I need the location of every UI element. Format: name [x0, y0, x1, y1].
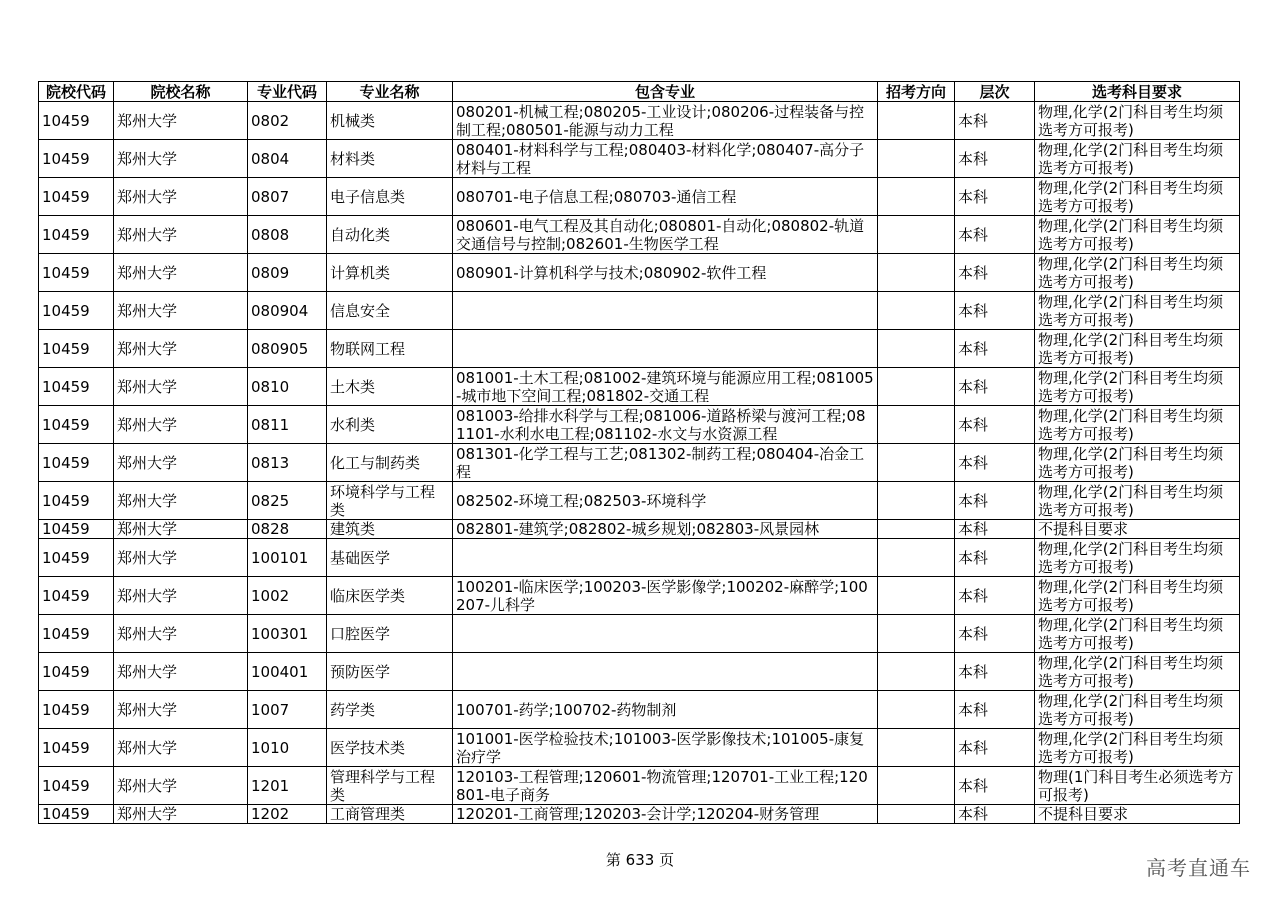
includes-cell: 120103-工程管理;120601-物流管理;120701-工业工程;120801-电子商务 — [453, 767, 878, 805]
col-header-requirement: 选考科目要求 — [1035, 82, 1240, 102]
direction-cell — [878, 406, 955, 444]
level-cell: 本科 — [955, 577, 1035, 615]
direction-cell — [878, 520, 955, 539]
includes-cell — [453, 330, 878, 368]
major-name-cell: 水利类 — [327, 406, 453, 444]
major-name-cell: 机械类 — [327, 102, 453, 140]
watermark: 高考直通车 — [1146, 856, 1251, 880]
level-cell: 本科 — [955, 254, 1035, 292]
level-cell: 本科 — [955, 292, 1035, 330]
school-name-cell: 郑州大学 — [114, 729, 248, 767]
major-name-cell: 信息安全 — [327, 292, 453, 330]
major-name-cell: 口腔医学 — [327, 615, 453, 653]
table-row — [39, 254, 1240, 292]
requirement-cell: 物理,化学(2门科目考生均须选考方可报考) — [1035, 406, 1240, 444]
major-code-cell: 100101 — [248, 539, 327, 577]
school-code-cell: 10459 — [39, 615, 114, 653]
requirement-cell: 物理,化学(2门科目考生均须选考方可报考) — [1035, 539, 1240, 577]
school-name-cell: 郑州大学 — [114, 102, 248, 140]
requirement-cell: 物理,化学(2门科目考生均须选考方可报考) — [1035, 178, 1240, 216]
major-name-cell: 建筑类 — [327, 520, 453, 539]
school-name-cell: 郑州大学 — [114, 805, 248, 824]
major-name-cell: 材料类 — [327, 140, 453, 178]
major-code-cell: 100401 — [248, 653, 327, 691]
major-name-cell: 医学技术类 — [327, 729, 453, 767]
major-code-cell: 1201 — [248, 767, 327, 805]
direction-cell — [878, 691, 955, 729]
page-number: 第 633 页 — [605, 851, 675, 869]
major-code-cell: 080905 — [248, 330, 327, 368]
requirement-cell: 物理,化学(2门科目考生均须选考方可报考) — [1035, 482, 1240, 520]
major-name-cell: 化工与制药类 — [327, 444, 453, 482]
level-cell: 本科 — [955, 330, 1035, 368]
school-code-cell: 10459 — [39, 577, 114, 615]
col-header-major-name: 专业名称 — [327, 82, 453, 102]
level-cell: 本科 — [955, 102, 1035, 140]
table-row — [39, 577, 1240, 615]
school-name-cell: 郑州大学 — [114, 691, 248, 729]
school-name-cell: 郑州大学 — [114, 615, 248, 653]
major-name-cell: 环境科学与工程类 — [327, 482, 453, 520]
col-header-school-name: 院校名称 — [114, 82, 248, 102]
includes-cell: 081301-化学工程与工艺;081302-制药工程;080404-冶金工程 — [453, 444, 878, 482]
requirement-cell: 物理,化学(2门科目考生均须选考方可报考) — [1035, 140, 1240, 178]
major-name-cell: 预防医学 — [327, 653, 453, 691]
school-code-cell: 10459 — [39, 330, 114, 368]
major-code-cell: 0808 — [248, 216, 327, 254]
table-row — [39, 292, 1240, 330]
direction-cell — [878, 368, 955, 406]
school-code-cell: 10459 — [39, 482, 114, 520]
includes-cell: 080401-材料科学与工程;080403-材料化学;080407-高分子材料与工程 — [453, 140, 878, 178]
school-code-cell: 10459 — [39, 368, 114, 406]
major-name-cell: 物联网工程 — [327, 330, 453, 368]
major-requirements-table — [38, 81, 1240, 824]
col-header-major-code: 专业代码 — [248, 82, 327, 102]
col-header-includes: 包含专业 — [453, 82, 878, 102]
includes-cell: 100701-药学;100702-药物制剂 — [453, 691, 878, 729]
major-name-cell: 临床医学类 — [327, 577, 453, 615]
direction-cell — [878, 653, 955, 691]
school-code-cell: 10459 — [39, 102, 114, 140]
requirement-cell: 物理,化学(2门科目考生均须选考方可报考) — [1035, 444, 1240, 482]
level-cell: 本科 — [955, 482, 1035, 520]
level-cell: 本科 — [955, 805, 1035, 824]
includes-cell — [453, 653, 878, 691]
includes-cell: 080701-电子信息工程;080703-通信工程 — [453, 178, 878, 216]
includes-cell — [453, 615, 878, 653]
table-row — [39, 729, 1240, 767]
major-name-cell: 电子信息类 — [327, 178, 453, 216]
requirement-cell: 物理,化学(2门科目考生均须选考方可报考) — [1035, 330, 1240, 368]
school-code-cell: 10459 — [39, 254, 114, 292]
direction-cell — [878, 292, 955, 330]
major-name-cell: 药学类 — [327, 691, 453, 729]
school-name-cell: 郑州大学 — [114, 577, 248, 615]
major-code-cell: 100301 — [248, 615, 327, 653]
table-row — [39, 767, 1240, 805]
level-cell: 本科 — [955, 406, 1035, 444]
school-name-cell: 郑州大学 — [114, 368, 248, 406]
requirement-cell: 物理,化学(2门科目考生均须选考方可报考) — [1035, 691, 1240, 729]
direction-cell — [878, 178, 955, 216]
table-row — [39, 691, 1240, 729]
includes-cell: 100201-临床医学;100203-医学影像学;100202-麻醉学;100207-儿科学 — [453, 577, 878, 615]
table-row — [39, 406, 1240, 444]
direction-cell — [878, 254, 955, 292]
table-row — [39, 615, 1240, 653]
school-name-cell: 郑州大学 — [114, 216, 248, 254]
school-name-cell: 郑州大学 — [114, 254, 248, 292]
school-name-cell: 郑州大学 — [114, 178, 248, 216]
requirement-cell: 物理(1门科目考生必须选考方可报考) — [1035, 767, 1240, 805]
includes-cell: 080901-计算机科学与技术;080902-软件工程 — [453, 254, 878, 292]
includes-cell — [453, 539, 878, 577]
school-code-cell: 10459 — [39, 691, 114, 729]
direction-cell — [878, 729, 955, 767]
school-code-cell: 10459 — [39, 406, 114, 444]
major-name-cell: 计算机类 — [327, 254, 453, 292]
school-code-cell: 10459 — [39, 444, 114, 482]
table-row — [39, 102, 1240, 140]
major-code-cell: 0825 — [248, 482, 327, 520]
table-row — [39, 520, 1240, 539]
school-name-cell: 郑州大学 — [114, 330, 248, 368]
school-name-cell: 郑州大学 — [114, 482, 248, 520]
school-name-cell: 郑州大学 — [114, 444, 248, 482]
table-row — [39, 805, 1240, 824]
requirement-cell: 物理,化学(2门科目考生均须选考方可报考) — [1035, 254, 1240, 292]
major-code-cell: 0813 — [248, 444, 327, 482]
major-code-cell: 0811 — [248, 406, 327, 444]
requirement-cell: 物理,化学(2门科目考生均须选考方可报考) — [1035, 292, 1240, 330]
direction-cell — [878, 444, 955, 482]
major-name-cell: 土木类 — [327, 368, 453, 406]
level-cell: 本科 — [955, 691, 1035, 729]
requirement-cell: 不提科目要求 — [1035, 520, 1240, 539]
direction-cell — [878, 140, 955, 178]
requirement-cell: 物理,化学(2门科目考生均须选考方可报考) — [1035, 577, 1240, 615]
school-code-cell: 10459 — [39, 539, 114, 577]
table-row — [39, 444, 1240, 482]
school-name-cell: 郑州大学 — [114, 140, 248, 178]
major-name-cell: 自动化类 — [327, 216, 453, 254]
major-code-cell: 0809 — [248, 254, 327, 292]
requirement-cell: 物理,化学(2门科目考生均须选考方可报考) — [1035, 216, 1240, 254]
level-cell: 本科 — [955, 178, 1035, 216]
requirement-cell: 物理,化学(2门科目考生均须选考方可报考) — [1035, 368, 1240, 406]
major-name-cell: 工商管理类 — [327, 805, 453, 824]
includes-cell: 082502-环境工程;082503-环境科学 — [453, 482, 878, 520]
major-code-cell: 1010 — [248, 729, 327, 767]
header-row — [39, 82, 1240, 102]
school-name-cell: 郑州大学 — [114, 653, 248, 691]
requirement-cell: 不提科目要求 — [1035, 805, 1240, 824]
includes-cell: 101001-医学检验技术;101003-医学影像技术;101005-康复治疗学 — [453, 729, 878, 767]
direction-cell — [878, 767, 955, 805]
table-row — [39, 368, 1240, 406]
requirement-cell: 物理,化学(2门科目考生均须选考方可报考) — [1035, 653, 1240, 691]
school-code-cell: 10459 — [39, 767, 114, 805]
school-code-cell: 10459 — [39, 178, 114, 216]
col-header-direction: 招考方向 — [878, 82, 955, 102]
major-code-cell: 0807 — [248, 178, 327, 216]
includes-cell: 080201-机械工程;080205-工业设计;080206-过程装备与控制工程;080501-能源与动力工程 — [453, 102, 878, 140]
requirement-cell: 物理,化学(2门科目考生均须选考方可报考) — [1035, 102, 1240, 140]
direction-cell — [878, 805, 955, 824]
major-name-cell: 管理科学与工程类 — [327, 767, 453, 805]
level-cell: 本科 — [955, 520, 1035, 539]
school-code-cell: 10459 — [39, 140, 114, 178]
includes-cell: 120201-工商管理;120203-会计学;120204-财务管理 — [453, 805, 878, 824]
major-code-cell: 0804 — [248, 140, 327, 178]
table-row — [39, 539, 1240, 577]
includes-cell: 081003-给排水科学与工程;081006-道路桥梁与渡河工程;081101-水利水电工程;081102-水文与水资源工程 — [453, 406, 878, 444]
requirement-cell: 物理,化学(2门科目考生均须选考方可报考) — [1035, 615, 1240, 653]
major-code-cell: 1202 — [248, 805, 327, 824]
requirement-cell: 物理,化学(2门科目考生均须选考方可报考) — [1035, 729, 1240, 767]
includes-cell: 081001-土木工程;081002-建筑环境与能源应用工程;081005-城市地下空间工程;081802-交通工程 — [453, 368, 878, 406]
major-code-cell: 0828 — [248, 520, 327, 539]
includes-cell: 082801-建筑学;082802-城乡规划;082803-风景园林 — [453, 520, 878, 539]
school-code-cell: 10459 — [39, 729, 114, 767]
table-row — [39, 216, 1240, 254]
level-cell: 本科 — [955, 539, 1035, 577]
table-row — [39, 482, 1240, 520]
direction-cell — [878, 539, 955, 577]
includes-cell — [453, 292, 878, 330]
school-code-cell: 10459 — [39, 520, 114, 539]
major-code-cell: 1002 — [248, 577, 327, 615]
major-code-cell: 1007 — [248, 691, 327, 729]
school-code-cell: 10459 — [39, 216, 114, 254]
includes-cell: 080601-电气工程及其自动化;080801-自动化;080802-轨道交通信号与控制;082601-生物医学工程 — [453, 216, 878, 254]
level-cell: 本科 — [955, 729, 1035, 767]
school-name-cell: 郑州大学 — [114, 539, 248, 577]
level-cell: 本科 — [955, 216, 1035, 254]
level-cell: 本科 — [955, 767, 1035, 805]
level-cell: 本科 — [955, 615, 1035, 653]
school-code-cell: 10459 — [39, 805, 114, 824]
school-name-cell: 郑州大学 — [114, 520, 248, 539]
major-code-cell: 080904 — [248, 292, 327, 330]
school-code-cell: 10459 — [39, 292, 114, 330]
table-row — [39, 140, 1240, 178]
direction-cell — [878, 216, 955, 254]
direction-cell — [878, 577, 955, 615]
level-cell: 本科 — [955, 368, 1035, 406]
school-name-cell: 郑州大学 — [114, 292, 248, 330]
direction-cell — [878, 615, 955, 653]
level-cell: 本科 — [955, 444, 1035, 482]
school-name-cell: 郑州大学 — [114, 767, 248, 805]
col-header-level: 层次 — [955, 82, 1035, 102]
direction-cell — [878, 482, 955, 520]
table-row — [39, 330, 1240, 368]
table-row — [39, 653, 1240, 691]
col-header-school-code: 院校代码 — [39, 82, 114, 102]
direction-cell — [878, 102, 955, 140]
table-row — [39, 178, 1240, 216]
school-name-cell: 郑州大学 — [114, 406, 248, 444]
major-code-cell: 0802 — [248, 102, 327, 140]
direction-cell — [878, 330, 955, 368]
major-name-cell: 基础医学 — [327, 539, 453, 577]
major-code-cell: 0810 — [248, 368, 327, 406]
level-cell: 本科 — [955, 653, 1035, 691]
level-cell: 本科 — [955, 140, 1035, 178]
school-code-cell: 10459 — [39, 653, 114, 691]
